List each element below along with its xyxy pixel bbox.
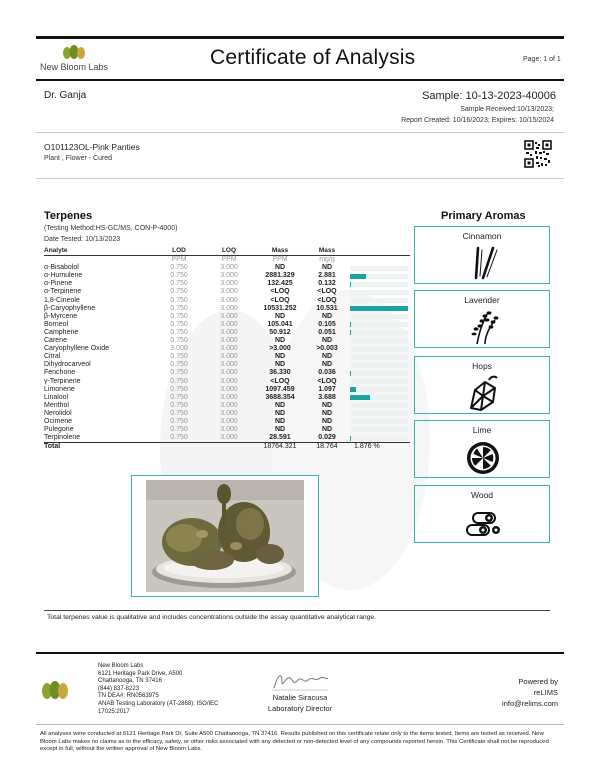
concentration-bar <box>348 369 410 377</box>
analyte-lod: 0.750 <box>170 304 188 312</box>
analyte-lod: 0.750 <box>170 320 188 328</box>
total-label: Total <box>44 443 154 452</box>
analyte-name: γ-Terpinene <box>44 377 81 385</box>
col-lod: LOD <box>172 247 186 254</box>
analyte-mass-mg: 0.051 <box>318 328 336 336</box>
analyte-mass-mg: ND <box>321 264 333 272</box>
analyte-mass-mg: ND <box>321 409 333 417</box>
powered-name: reLIMS <box>533 688 558 697</box>
concentration-bar <box>348 426 410 434</box>
address-line: Chattanooga, TN 37416 <box>98 678 162 685</box>
total-row <box>44 443 410 452</box>
bar-track <box>350 363 408 368</box>
disclaimer: All analyses were conducted at 6121 Heritage Park Dr, Suite A500 Chattanooga, TN 37416. Results published on this certificate relate only to the items tested. Items are tested as received. New Bloom Labs makes no claims as to the efficacy, safety, or other risks associated with any detected or non-detected level of any compounds reported herein. This Certificate shall not be reproduced except in full, without the written approval of New Bloom Labs. <box>40 731 549 753</box>
table-row <box>44 353 410 361</box>
analyte-loq: 3.000 <box>220 417 238 425</box>
lime-icon <box>463 438 503 476</box>
table-row <box>44 321 410 329</box>
analyte-mass-ppm: >3.000 <box>269 345 291 353</box>
bar-fill <box>350 322 351 327</box>
col-bar <box>348 247 410 256</box>
analyte-mass-ppm: 10531.252 <box>263 304 297 312</box>
analyte-mass-ppm: 105.041 <box>267 320 293 328</box>
qr-code <box>524 140 552 168</box>
testing-method: (Testing Method:HS-GC/MS, CON-P-4000) <box>44 225 178 232</box>
col-analyte: Analyte <box>44 247 68 254</box>
concentration-bar <box>348 329 410 337</box>
analyte-lod: 0.750 <box>170 409 188 417</box>
report-dates: Report Created: 10/16/2023; Expires: 10/15/2024 <box>401 117 554 124</box>
analyte-name: Camphene <box>44 328 79 336</box>
analyte-lod: 0.750 <box>170 353 188 361</box>
concentration-bar <box>348 394 410 402</box>
lab-name: New Bloom Labs <box>40 62 109 72</box>
analyte-lod: 0.750 <box>170 385 188 393</box>
analyte-loq: 3.000 <box>220 401 238 409</box>
analyte-mass-mg: <LOQ <box>317 377 337 385</box>
analyte-mass-ppm: ND <box>274 264 286 272</box>
analyte-loq: 3.000 <box>220 434 238 442</box>
bar-track <box>350 427 408 432</box>
aroma-label: Cinnamon <box>462 231 502 241</box>
lavender-icon <box>463 308 503 346</box>
analyte-name: Borneol <box>44 320 69 328</box>
analyte-mass-mg: ND <box>321 426 333 434</box>
table-row <box>44 369 410 377</box>
table-row <box>44 288 410 296</box>
footer-logo <box>40 680 70 700</box>
analyte-name: Linalool <box>44 393 69 401</box>
table-row <box>44 305 410 313</box>
analyte-lod: 0.750 <box>170 361 188 369</box>
analyte-lod: 0.750 <box>170 434 188 442</box>
analyte-name: Citral <box>44 353 61 361</box>
analyte-mass-ppm: ND <box>274 401 286 409</box>
analyte-mass-mg: <LOQ <box>317 288 337 296</box>
bar-fill <box>350 274 366 279</box>
bar-fill <box>350 306 408 311</box>
total-ppm: 18764.321 <box>254 443 306 452</box>
terpenes-title: Terpenes <box>44 210 93 222</box>
analyte-lod: 0.750 <box>170 369 188 377</box>
footer-rule <box>36 652 564 654</box>
concentration-bar <box>348 402 410 410</box>
analyte-loq: 3.000 <box>220 288 238 296</box>
analyte-loq: 3.000 <box>220 328 238 336</box>
page-number: Page: 1 of 1 <box>523 56 561 63</box>
analyte-name: Caryophyllene Oxide <box>44 345 109 353</box>
analyte-name: Fenchone <box>44 369 76 377</box>
bar-fill <box>350 330 351 335</box>
bar-track <box>350 290 408 295</box>
table-row <box>44 394 410 402</box>
table-row <box>44 313 410 321</box>
analyte-name: Menthol <box>44 401 69 409</box>
analyte-lod: 0.750 <box>170 337 188 345</box>
bar-track <box>350 347 408 352</box>
analyte-loq: 3.000 <box>220 337 238 345</box>
address-line: New Bloom Labs <box>98 663 144 669</box>
analyte-lod: 0.750 <box>170 417 188 425</box>
concentration-bar <box>348 386 410 394</box>
analyte-loq: 3.000 <box>220 296 238 304</box>
lab-address <box>98 663 219 716</box>
table-row <box>44 272 410 280</box>
analyte-mass-mg: <LOQ <box>317 296 337 304</box>
analyte-loq: 3.000 <box>220 353 238 361</box>
total-percent: 1.876 % <box>348 443 410 452</box>
aroma-label: Lime <box>472 425 492 435</box>
analyte-name: β-Myrcene <box>44 312 78 320</box>
table-row <box>44 329 410 337</box>
concentration-bar <box>348 313 410 321</box>
bar-track <box>350 371 408 376</box>
analyte-name: α-Terpinene <box>44 288 82 296</box>
aromas-title: Primary Aromas <box>441 210 526 222</box>
analyte-name: Pulegone <box>44 426 74 434</box>
analyte-loq: 3.000 <box>220 304 238 312</box>
aroma-wood <box>414 485 550 543</box>
analyte-name: Ocimene <box>44 417 73 425</box>
bar-track <box>350 419 408 424</box>
analyte-mass-ppm: 132.425 <box>267 280 293 288</box>
aroma-label: Hops <box>472 361 492 371</box>
analyte-loq: 3.000 <box>220 320 238 328</box>
header-rule <box>36 79 564 81</box>
analyte-lod: 0.750 <box>170 264 188 272</box>
analyte-mass-ppm: ND <box>274 312 286 320</box>
lab-logo <box>60 44 88 60</box>
analyte-mass-ppm: 1097.459 <box>265 385 295 393</box>
analyte-loq: 3.000 <box>220 377 238 385</box>
sample-photo <box>131 475 319 597</box>
analyte-lod: 0.750 <box>170 272 188 280</box>
bar-track <box>350 282 408 287</box>
analyte-mass-mg: 10.531 <box>316 304 338 312</box>
powered-by: Powered by <box>518 677 558 686</box>
table-row <box>44 426 410 434</box>
signer-title: Laboratory Director <box>267 704 333 713</box>
analyte-loq: 3.000 <box>220 409 238 417</box>
aroma-label: Wood <box>470 490 494 500</box>
cinnamon-icon <box>463 244 503 282</box>
bar-track <box>350 395 408 400</box>
bar-track <box>350 330 408 335</box>
sample-id: Sample: 10-13-2023-40006 <box>422 90 556 102</box>
concentration-bar <box>348 272 410 280</box>
analyte-mass-ppm: 3688.354 <box>265 393 295 401</box>
address-line: 6121 Heritage Park Drive, A500 <box>98 670 183 677</box>
analyte-mass-mg: ND <box>321 361 333 369</box>
col-mass-ppm: Mass <box>271 247 289 254</box>
bar-fill <box>350 395 370 400</box>
table-row <box>44 410 410 418</box>
analyte-loq: 3.000 <box>220 264 238 272</box>
aroma-lavender <box>414 290 550 348</box>
total-mg: 18.764 <box>306 443 348 452</box>
table-row <box>44 345 410 353</box>
product-type: Plant , Flower - Cured <box>44 155 113 162</box>
bar-fill <box>350 436 351 441</box>
analyte-mass-mg: ND <box>321 353 333 361</box>
address-line: ANAB Testing Laboratory (AT-2868): ISO/IEC <box>98 700 219 707</box>
analyte-loq: 3.000 <box>220 393 238 401</box>
analyte-loq: 3.000 <box>220 312 238 320</box>
analyte-name: β-Caryophyllene <box>44 304 96 312</box>
table-row <box>44 361 410 369</box>
analyte-mass-ppm: <LOQ <box>270 377 290 385</box>
analyte-mass-mg: ND <box>321 337 333 345</box>
table-row <box>44 386 410 394</box>
analyte-name: Carene <box>44 337 67 345</box>
sample-received: Sample Received:10/13/2023; <box>460 106 554 113</box>
analyte-mass-ppm: <LOQ <box>270 288 290 296</box>
analyte-mass-ppm: <LOQ <box>270 296 290 304</box>
analyte-mass-ppm: ND <box>274 409 286 417</box>
analyte-mass-ppm: ND <box>274 361 286 369</box>
analyte-mass-mg: ND <box>321 417 333 425</box>
analyte-mass-ppm: 28.591 <box>269 434 291 442</box>
analyte-lod: 0.750 <box>170 288 188 296</box>
table-row <box>44 297 410 305</box>
aroma-hops <box>414 356 550 414</box>
client-name: Dr. Ganja <box>44 90 87 101</box>
note-rule <box>44 610 550 611</box>
analyte-mass-mg: 0.132 <box>318 280 336 288</box>
analyte-loq: 3.000 <box>220 369 238 377</box>
table-row <box>44 337 410 345</box>
analyte-mass-ppm: 2881.329 <box>265 272 295 280</box>
analyte-loq: 3.000 <box>220 280 238 288</box>
analyte-loq: 3.000 <box>220 385 238 393</box>
analyte-name: 1,8-Cineole <box>44 296 80 304</box>
analyte-mass-mg: 3.688 <box>318 393 336 401</box>
concentration-bar <box>348 361 410 369</box>
top-rule <box>36 36 564 39</box>
concentration-bar <box>348 353 410 361</box>
aroma-cinnamon <box>414 226 550 284</box>
wood-icon <box>463 503 503 541</box>
analyte-lod: 0.750 <box>170 296 188 304</box>
concentration-bar <box>348 337 410 345</box>
analyte-mass-mg: 2.881 <box>318 272 336 280</box>
address-line: (844) 837-8223 <box>98 685 140 692</box>
aroma-label: Lavender <box>464 295 500 305</box>
bar-track <box>350 314 408 319</box>
analyte-mass-mg: ND <box>321 401 333 409</box>
bar-track <box>350 338 408 343</box>
analyte-name: Terpinolene <box>44 434 81 442</box>
analyte-mass-ppm: 36.330 <box>269 369 291 377</box>
concentration-bar <box>348 280 410 288</box>
bar-track <box>350 266 408 271</box>
concentration-bar <box>348 288 410 296</box>
analyte-mass-mg: 0.036 <box>318 369 336 377</box>
aroma-lime <box>414 420 550 478</box>
concentration-bar <box>348 297 410 305</box>
analyte-mass-mg: ND <box>321 312 333 320</box>
bar-track <box>350 298 408 303</box>
table-row <box>44 434 410 443</box>
concentration-bar <box>348 434 410 443</box>
col-mass-mg: Mass <box>318 247 336 254</box>
terpenes-table <box>44 247 410 451</box>
divider <box>36 132 564 133</box>
analyte-mass-ppm: ND <box>274 337 286 345</box>
units-row: PPM PPM PPM mg/g <box>171 256 335 264</box>
divider <box>36 724 564 725</box>
analyte-mass-ppm: ND <box>274 426 286 434</box>
bar-track <box>350 306 408 311</box>
bar-fill <box>350 387 356 392</box>
analyte-name: α-Pinene <box>44 280 73 288</box>
concentration-bar <box>348 305 410 313</box>
analyte-mass-mg: >0.003 <box>316 345 338 353</box>
analyte-name: Limonene <box>44 385 75 393</box>
table-row <box>44 280 410 288</box>
analyte-loq: 3.000 <box>220 361 238 369</box>
analyte-loq: 3.000 <box>220 426 238 434</box>
table-row <box>44 402 410 410</box>
bar-track <box>350 322 408 327</box>
concentration-bar <box>348 345 410 353</box>
bar-track <box>350 411 408 416</box>
table-row <box>44 264 410 272</box>
analyte-name: α-Bisabolol <box>44 264 79 272</box>
table-row <box>44 418 410 426</box>
analyte-lod: 0.750 <box>170 328 188 336</box>
signer-name: Natalie Siracusa <box>272 693 328 702</box>
bar-track <box>350 274 408 279</box>
analyte-mass-ppm: ND <box>274 353 286 361</box>
table-row <box>44 378 410 386</box>
analyte-mass-ppm: 50.912 <box>269 328 291 336</box>
analyte-lod: 0.750 <box>170 377 188 385</box>
divider <box>36 178 564 179</box>
analyte-lod: 0.750 <box>170 401 188 409</box>
concentration-bar <box>348 378 410 386</box>
analyte-lod: 3.000 <box>170 345 188 353</box>
col-loq: LOQ <box>221 247 237 254</box>
bar-fill <box>350 282 351 287</box>
bar-track <box>350 355 408 360</box>
analyte-lod: 0.750 <box>170 280 188 288</box>
hops-icon <box>463 374 503 412</box>
analyte-lod: 0.750 <box>170 312 188 320</box>
bar-track <box>350 379 408 384</box>
analyte-name: Nerolidol <box>44 409 72 417</box>
concentration-bar <box>348 418 410 426</box>
address-line: TN DEA#: RN0563975 <box>98 693 159 700</box>
analyte-name: α-Humulene <box>44 272 83 280</box>
product-name: O101123OL-Pink Panties <box>44 142 140 152</box>
bar-track <box>350 387 408 392</box>
analyte-mass-mg: 0.029 <box>318 434 336 442</box>
analyte-lod: 0.750 <box>170 393 188 401</box>
address-line: 17025:2017 <box>98 708 130 715</box>
concentration-bar <box>348 410 410 418</box>
concentration-bar <box>348 264 410 272</box>
analyte-lod: 0.750 <box>170 426 188 434</box>
signature <box>270 670 330 692</box>
analyte-loq: 3.000 <box>220 345 238 353</box>
table-header <box>44 247 410 256</box>
analyte-mass-ppm: ND <box>274 417 286 425</box>
analyte-mass-mg: 1.097 <box>318 385 336 393</box>
analyte-mass-mg: 0.105 <box>318 320 336 328</box>
analyte-loq: 3.000 <box>220 272 238 280</box>
date-tested: Date Tested: 10/13/2023 <box>44 236 121 243</box>
bar-fill <box>350 371 351 376</box>
concentration-bar <box>348 321 410 329</box>
contact-email[interactable]: info@relims.com <box>502 699 558 708</box>
terpenes-note: Total terpenes value is qualitative and includes concentrations outside the assay quantitative analytical range. <box>47 614 377 621</box>
page-title: Certificate of Analysis <box>210 46 416 69</box>
analyte-name: Dihydrocarveol <box>44 361 91 369</box>
bar-track <box>350 436 408 441</box>
bar-track <box>350 403 408 408</box>
